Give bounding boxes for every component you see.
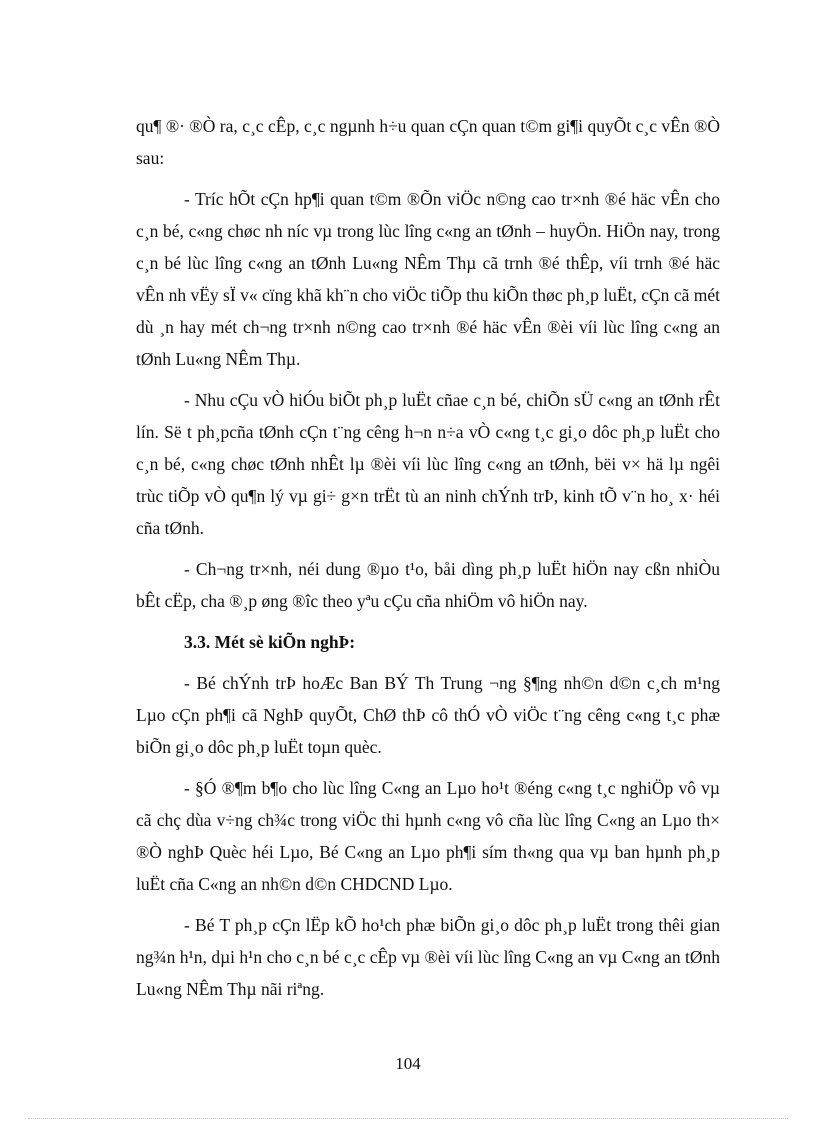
page-bottom-divider (28, 1118, 788, 1119)
page-number: 104 (395, 1054, 421, 1073)
page-body (136, 110, 720, 1014)
recommendation-politburo: - Bé chÝnh trÞ hoÆc Ban BÝ Th Trung ¬ng §¶ng nh©n d©n c¸ch m¹ng Lµo cÇn ph¶i cã NghÞ quyÕt, ChØ thÞ cô thÓ vÒ viÖc t¨ng cêng c«ng t¸c phæ biÕn gi¸o dôc ph¸p luËt toµn quèc. (136, 673, 720, 757)
paragraph-intro-continuation: qu¶ ®· ®Ò ra, c¸c cÊp, c¸c ngµnh h÷u quan cÇn quan t©m gi¶i quyÕt c¸c vÊn ®Ò sau: (136, 116, 720, 168)
paragraph-education-level: - Tríc hÕt cÇn hp¶i quan t©m ®Õn viÖc n©ng cao tr×nh ®é häc vÊn cho c¸n bé, c«ng chøc nh níc vµ trong lùc lîng c«ng an tØnh – huyÖn. HiÖn nay, trong c¸n bé lùc lîng c«ng an tØnh Lu«ng NÊm Thµ cã trnh ®é thÊp, víi trnh ®é häc vÊn nh vËy sÏ v« cïng khã kh¨n cho viÖc tiÕp thu kiÕn thøc ph¸p luËt, cÇn cã mét dù ¸n hay mét ch¬ng tr×nh n©ng cao tr×nh ®é häc vÊn ®èi víi lùc lîng c«ng an tØnh Lu«ng NÊm Thµ. (136, 189, 720, 369)
recommendation-police-force: - §Ó ®¶m b¶o cho lùc lîng C«ng an Lµo ho¹t ®éng c«ng t¸c nghiÖp vô vµ cã chç dùa v÷ng ch¾c trong viÖc thi hµnh c«ng vô cña lùc lîng C«ng an Lµo th× ®Ò nghÞ Quèc héi Lµo, Bé C«ng an Lµo ph¶i sím th«ng qua vµ ban hµnh ph¸p luËt cña C«ng an nh©n d©n CHDCND Lµo. (136, 778, 720, 894)
section-heading: 3.3. Mét sè kiÕn nghÞ: (184, 632, 356, 652)
paragraph-training-program: - Ch¬ng tr×nh, néi dung ®µo t¹o, båi dìng ph¸p luËt hiÖn nay cßn nhiÒu bÊt cËp, cha ®¸p øng ®îc theo yªu cÇu cña nhiÖm vô hiÖn nay. (136, 559, 720, 611)
recommendation-ministry-justice: - Bé T ph¸p cÇn lËp kÕ ho¹ch phæ biÕn gi¸o dôc ph¸p luËt trong thêi gian ng¾n h¹n, dµi h¹n cho c¸n bé c¸c cÊp vµ ®èi víi lùc lîng C«ng an vµ C«ng an tØnh Lu«ng NÊm Thµ nãi riªng. (136, 915, 720, 999)
paragraph-legal-knowledge-need: - Nhu cÇu vÒ hiÓu biÕt ph¸p luËt cñae c¸n bé, chiÕn sÜ c«ng an tØnh rÊt lín. Së t ph¸pcña tØnh cÇn t¨ng cêng h¬n n÷a vÒ c«ng t¸c gi¸o dôc ph¸p luËt cho c¸n bé, c«ng chøc tØnh nhÊt lµ ®èi víi lùc lîng c«ng an tØnh, bëi v× hä lµ ngêi trùc tiÕp vÒ qu¶n lý vµ gi÷ g×n trËt tù an ninh chÝnh trÞ, kinh tÕ v¨n ho¸ x· héi cña tØnh. (136, 390, 720, 538)
